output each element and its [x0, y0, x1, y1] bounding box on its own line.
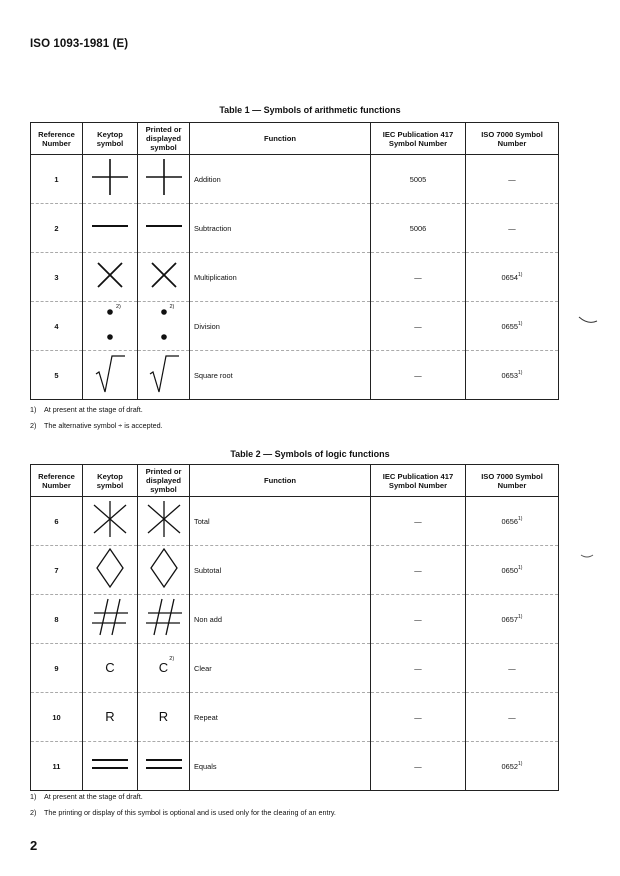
- equals-symbol-icon: [90, 754, 130, 774]
- iso-symbol-number-cell: [466, 693, 559, 742]
- iso-symbol-number: —: [508, 223, 516, 233]
- note-number: 1): [30, 792, 37, 801]
- table-row: [31, 253, 559, 302]
- table-row: [31, 302, 559, 351]
- plus-symbol-icon: [144, 157, 184, 197]
- keytop-symbol-cell: [83, 644, 138, 693]
- keytop-symbol-letter: [105, 709, 114, 724]
- printed-symbol-cell: [138, 351, 190, 400]
- printed-symbol-cell: [138, 204, 190, 253]
- table-row: [31, 155, 559, 204]
- document-header: ISO 1093-1981 (E): [30, 38, 129, 50]
- iso-symbol-number: 0653: [501, 370, 518, 380]
- iec-symbol-number: —: [371, 644, 466, 693]
- iso-symbol-number: 0654: [501, 272, 518, 282]
- iec-symbol-number: —: [371, 351, 466, 400]
- sqrt-symbol-icon: [147, 352, 181, 394]
- logic-functions-table: [30, 464, 559, 791]
- table-row: [31, 595, 559, 644]
- iso-symbol-number-cell: [466, 351, 559, 400]
- printed-symbol-cell: [138, 497, 190, 546]
- printed-symbol-cell: [138, 644, 190, 693]
- symbol-text: C: [105, 660, 115, 675]
- function-name: Addition: [190, 155, 371, 204]
- table1-note-1: [30, 405, 143, 414]
- table-row: [31, 742, 559, 791]
- iso-symbol-number: —: [508, 174, 516, 184]
- hash-symbol-icon: [90, 597, 130, 637]
- printed-symbol-cell: [138, 155, 190, 204]
- col-iso-number: ISO 7000 Symbol Number: [466, 123, 559, 155]
- reference-number: 11: [31, 742, 83, 791]
- keytop-symbol-letter: [105, 660, 114, 675]
- col-iso-number: ISO 7000 Symbol Number: [466, 465, 559, 497]
- divide-symbol-icon: [95, 304, 125, 344]
- page-number: 2: [30, 838, 38, 853]
- iso-symbol-number-cell: [466, 644, 559, 693]
- function-name: Non add: [190, 595, 371, 644]
- reference-number: 3: [31, 253, 83, 302]
- asterisk-symbol-icon: [90, 499, 130, 539]
- reference-number: 10: [31, 693, 83, 742]
- keytop-symbol-cell: [83, 302, 138, 351]
- iso-symbol-number-cell: [466, 546, 559, 595]
- scan-margin-mark: [578, 315, 598, 327]
- iso-symbol-number: 0650: [501, 565, 518, 575]
- col-printed-symbol: Printed or displayed symbol: [138, 123, 190, 155]
- reference-number: 8: [31, 595, 83, 644]
- table2-note-2: [30, 808, 336, 817]
- keytop-symbol-cell: [83, 155, 138, 204]
- reference-number: 1: [31, 155, 83, 204]
- note-text: At present at the stage of draft.: [44, 792, 143, 801]
- footnote-ref: 2): [169, 656, 175, 662]
- footnote-ref: 1): [518, 613, 523, 620]
- iso-symbol-number-cell: [466, 155, 559, 204]
- footnote-ref: 2): [169, 303, 175, 310]
- printed-symbol-cell: [138, 742, 190, 791]
- iso-symbol-number-cell: [466, 302, 559, 351]
- keytop-symbol-cell: [83, 742, 138, 791]
- equals-symbol-icon: [144, 754, 184, 774]
- printed-symbol-cell: [138, 595, 190, 644]
- reference-number: 2: [31, 204, 83, 253]
- iec-symbol-number: —: [371, 742, 466, 791]
- col-function: Function: [190, 465, 371, 497]
- iec-symbol-number: —: [371, 253, 466, 302]
- reference-number: 6: [31, 497, 83, 546]
- table-row: [31, 644, 559, 693]
- iso-symbol-number-cell: [466, 742, 559, 791]
- table-row: [31, 351, 559, 400]
- minus-symbol-icon: [144, 220, 184, 232]
- note-number: 1): [30, 405, 37, 414]
- keytop-symbol-cell: [83, 546, 138, 595]
- footnote-ref: 1): [518, 271, 523, 278]
- printed-symbol-cell: [138, 693, 190, 742]
- iso-symbol-number: 0655: [501, 321, 518, 331]
- printed-symbol-letter: [158, 656, 175, 675]
- note-number: 2): [30, 808, 37, 817]
- footnote-ref: 1): [518, 369, 523, 376]
- iec-symbol-number: 5005: [371, 155, 466, 204]
- keytop-symbol-cell: [83, 693, 138, 742]
- note-text: The printing or display of this symbol is optional and is used only for the clearing of an entry.: [44, 808, 336, 817]
- iso-symbol-number: 0656: [501, 516, 518, 526]
- keytop-symbol-cell: [83, 595, 138, 644]
- function-name: Subtraction: [190, 204, 371, 253]
- sqrt-symbol-icon: [93, 352, 127, 394]
- times-symbol-icon: [95, 260, 125, 290]
- col-iec-number: IEC Publication 417 Symbol Number: [371, 123, 466, 155]
- function-name: Division: [190, 302, 371, 351]
- hash-symbol-icon: [144, 597, 184, 637]
- iec-symbol-number: —: [371, 595, 466, 644]
- note-number: 2): [30, 421, 37, 430]
- function-name: Multiplication: [190, 253, 371, 302]
- keytop-symbol-cell: [83, 204, 138, 253]
- iso-symbol-number-cell: [466, 595, 559, 644]
- printed-symbol-cell: [138, 253, 190, 302]
- function-name: Clear: [190, 644, 371, 693]
- symbol-text: R: [105, 709, 115, 724]
- iso-symbol-number: —: [508, 663, 516, 673]
- col-reference-number: Reference Number: [31, 123, 83, 155]
- printed-symbol-letter: [159, 709, 168, 724]
- function-name: Square root: [190, 351, 371, 400]
- function-name: Equals: [190, 742, 371, 791]
- note-text: At present at the stage of draft.: [44, 405, 143, 414]
- minus-symbol-icon: [90, 220, 130, 232]
- footnote-ref: 1): [518, 760, 523, 767]
- function-name: Total: [190, 497, 371, 546]
- plus-symbol-icon: [90, 157, 130, 197]
- footnote-ref: 2): [116, 303, 121, 310]
- table2-note-1: [30, 792, 143, 801]
- iec-symbol-number: —: [371, 546, 466, 595]
- col-function: Function: [190, 123, 371, 155]
- table-row: [31, 693, 559, 742]
- col-iec-number: IEC Publication 417 Symbol Number: [371, 465, 466, 497]
- printed-symbol-cell: [138, 546, 190, 595]
- footnote-ref: 1): [518, 564, 523, 571]
- table-row: [31, 546, 559, 595]
- arithmetic-functions-table: [30, 122, 559, 400]
- col-keytop-symbol: Keytop symbol: [83, 123, 138, 155]
- table2-caption: Table 2 — Symbols of logic functions: [230, 449, 390, 459]
- table-row: [31, 497, 559, 546]
- footnote-ref: 1): [518, 515, 523, 522]
- iec-symbol-number: —: [371, 693, 466, 742]
- footnote-ref: 1): [518, 320, 523, 327]
- keytop-symbol-cell: [83, 497, 138, 546]
- keytop-symbol-cell: [83, 253, 138, 302]
- reference-number: 9: [31, 644, 83, 693]
- diamond-symbol-icon: [95, 547, 125, 589]
- table-row: [31, 204, 559, 253]
- note-text: The alternative symbol ÷ is accepted.: [44, 421, 163, 430]
- iso-symbol-number: 0657: [501, 614, 518, 624]
- reference-number: 5: [31, 351, 83, 400]
- iec-symbol-number: 5006: [371, 204, 466, 253]
- times-symbol-icon: [149, 260, 179, 290]
- iso-symbol-number: —: [508, 712, 516, 722]
- divide-symbol-icon: [149, 304, 179, 344]
- symbol-text: C: [158, 660, 169, 675]
- iso-symbol-number-cell: [466, 253, 559, 302]
- table1-caption: Table 1 — Symbols of arithmetic functions: [219, 105, 401, 115]
- diamond-symbol-icon: [149, 547, 179, 589]
- function-name: Subtotal: [190, 546, 371, 595]
- symbol-text: R: [158, 709, 169, 724]
- col-reference-number: Reference Number: [31, 465, 83, 497]
- keytop-symbol-cell: [83, 351, 138, 400]
- col-printed-symbol: Printed or displayed symbol: [138, 465, 190, 497]
- printed-symbol-cell: [138, 302, 190, 351]
- iec-symbol-number: —: [371, 497, 466, 546]
- asterisk-symbol-icon: [144, 499, 184, 539]
- iso-symbol-number-cell: [466, 204, 559, 253]
- scan-margin-mark: [580, 552, 594, 560]
- iso-symbol-number: 0652: [501, 761, 518, 771]
- iso-symbol-number-cell: [466, 497, 559, 546]
- table1-note-2: [30, 421, 163, 430]
- function-name: Repeat: [190, 693, 371, 742]
- col-keytop-symbol: Keytop symbol: [83, 465, 138, 497]
- iec-symbol-number: —: [371, 302, 466, 351]
- reference-number: 7: [31, 546, 83, 595]
- reference-number: 4: [31, 302, 83, 351]
